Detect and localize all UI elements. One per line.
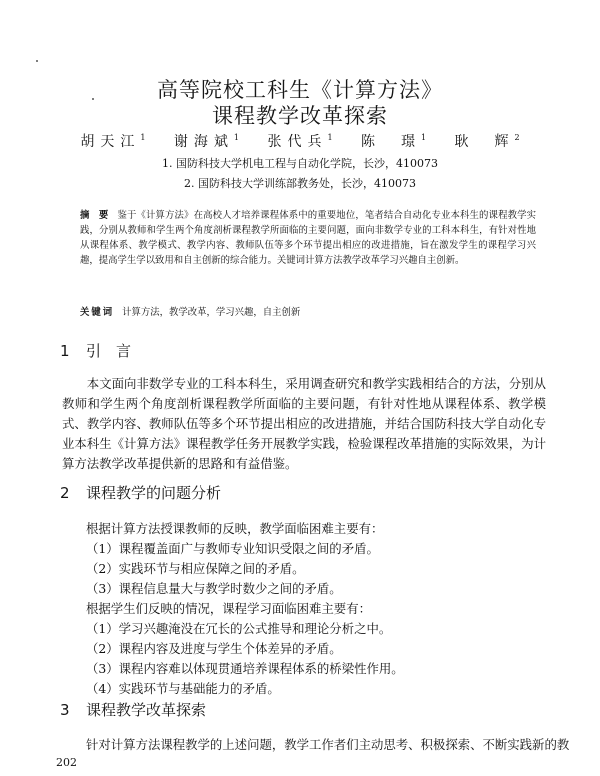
author: 张代兵$^1$ (267, 133, 333, 150)
scan-speck (36, 60, 38, 62)
list-item: （2）实践环节与相应保障之间的矛盾。 (86, 561, 305, 576)
list-intro: 根据计算方法授课教师的反映，教学面临困难主要有： (86, 521, 384, 536)
list-item: （2）课程内容及进度与学生个体差异的矛盾。 (86, 641, 342, 656)
section-heading-3 (60, 699, 206, 720)
paper-title-line-1: 高等院校工科生《计算方法》 (157, 78, 443, 102)
list-item: （3）课程信息量大与教学时数少之间的矛盾。 (86, 581, 342, 596)
abstract-label: 摘 要 (80, 210, 112, 221)
section-number: 3 (60, 701, 70, 719)
keywords-text: 计算方法，教学改革，学习兴趣，自主创新 (122, 307, 301, 318)
section-3-first-line: 针对计算方法课程教学的上述问题，教学工作者们主动思考、积极探索、不断实践新的教 (86, 737, 570, 752)
keywords-label: 关键词 (80, 307, 115, 318)
problem-list (86, 519, 546, 699)
affiliation-2: 2. 国防科技大学训练部教务处，长沙，410073 (184, 177, 416, 190)
keywords (80, 304, 536, 318)
author: 谢海斌$^1$ (173, 133, 239, 150)
author-list (0, 131, 600, 151)
author: 胡天江$^1$ (80, 133, 146, 150)
section-heading-2 (60, 482, 221, 503)
paper-title-line-2: 课程教学改革探索 (212, 104, 388, 128)
section-title: 引 言 (86, 342, 132, 360)
list-item: （3）课程内容难以体现贯通培养课程体系的桥梁性作用。 (86, 661, 404, 676)
section-number: 2 (60, 484, 70, 502)
section-title: 课程教学改革探索 (86, 701, 207, 719)
list-item: （4）实践环节与基础能力的矛盾。 (86, 681, 280, 696)
abstract-text: 鉴于《计算方法》在高校人才培养课程体系中的重要地位，笔者结合自动化专业本科生的课程教学实践，分别从教师和学生两个角度剖析课程教学所面临的主要问题，面向非数学专业的工科本科生，有针对性地从课程体系、教学模式、教学内容、教师队伍等多个环节提出相应的改进措施，旨在激发学生的课程学习兴趣，提高学生学以致用和自主创新的综合能力。关键词计算方法教学改革学习兴趣自主创新。 (80, 210, 536, 266)
affiliation-1: 1. 国防科技大学机电工程与自动化学院，长沙，410073 (162, 157, 438, 170)
list-item: （1）学习兴趣淹没在冗长的公式推导和理论分析之中。 (86, 621, 392, 636)
list-item: （1）课程覆盖面广与教师专业知识受限之间的矛盾。 (86, 541, 379, 556)
section-number: 1 (60, 342, 70, 360)
intro-paragraph: 本文面向非数学专业的工科本科生，采用调查研究和教学实践相结合的方法，分别从教师和学生两个角度剖析课程教学所面临的主要问题，有针对性地从课程体系、教学模式、教学内容、教师队伍等多个环节提出相应的改进措施，并结合国防科技大学自动化专业本科生《计算方法》课程教学任务开展教学实践，检验课程改革措施的实际效果，为计算方法教学改革提供新的思路和有益借鉴。 (62, 376, 546, 471)
section-heading-1 (60, 340, 131, 361)
page-number: 202 (56, 756, 77, 769)
author: 耿 辉$^2$ (454, 133, 520, 150)
list-intro: 根据学生们反映的情况，课程学习面临困难主要有： (86, 601, 371, 616)
author: 陈 璟$^1$ (361, 133, 427, 150)
section-title: 课程教学的问题分析 (86, 484, 222, 502)
abstract (80, 208, 536, 268)
